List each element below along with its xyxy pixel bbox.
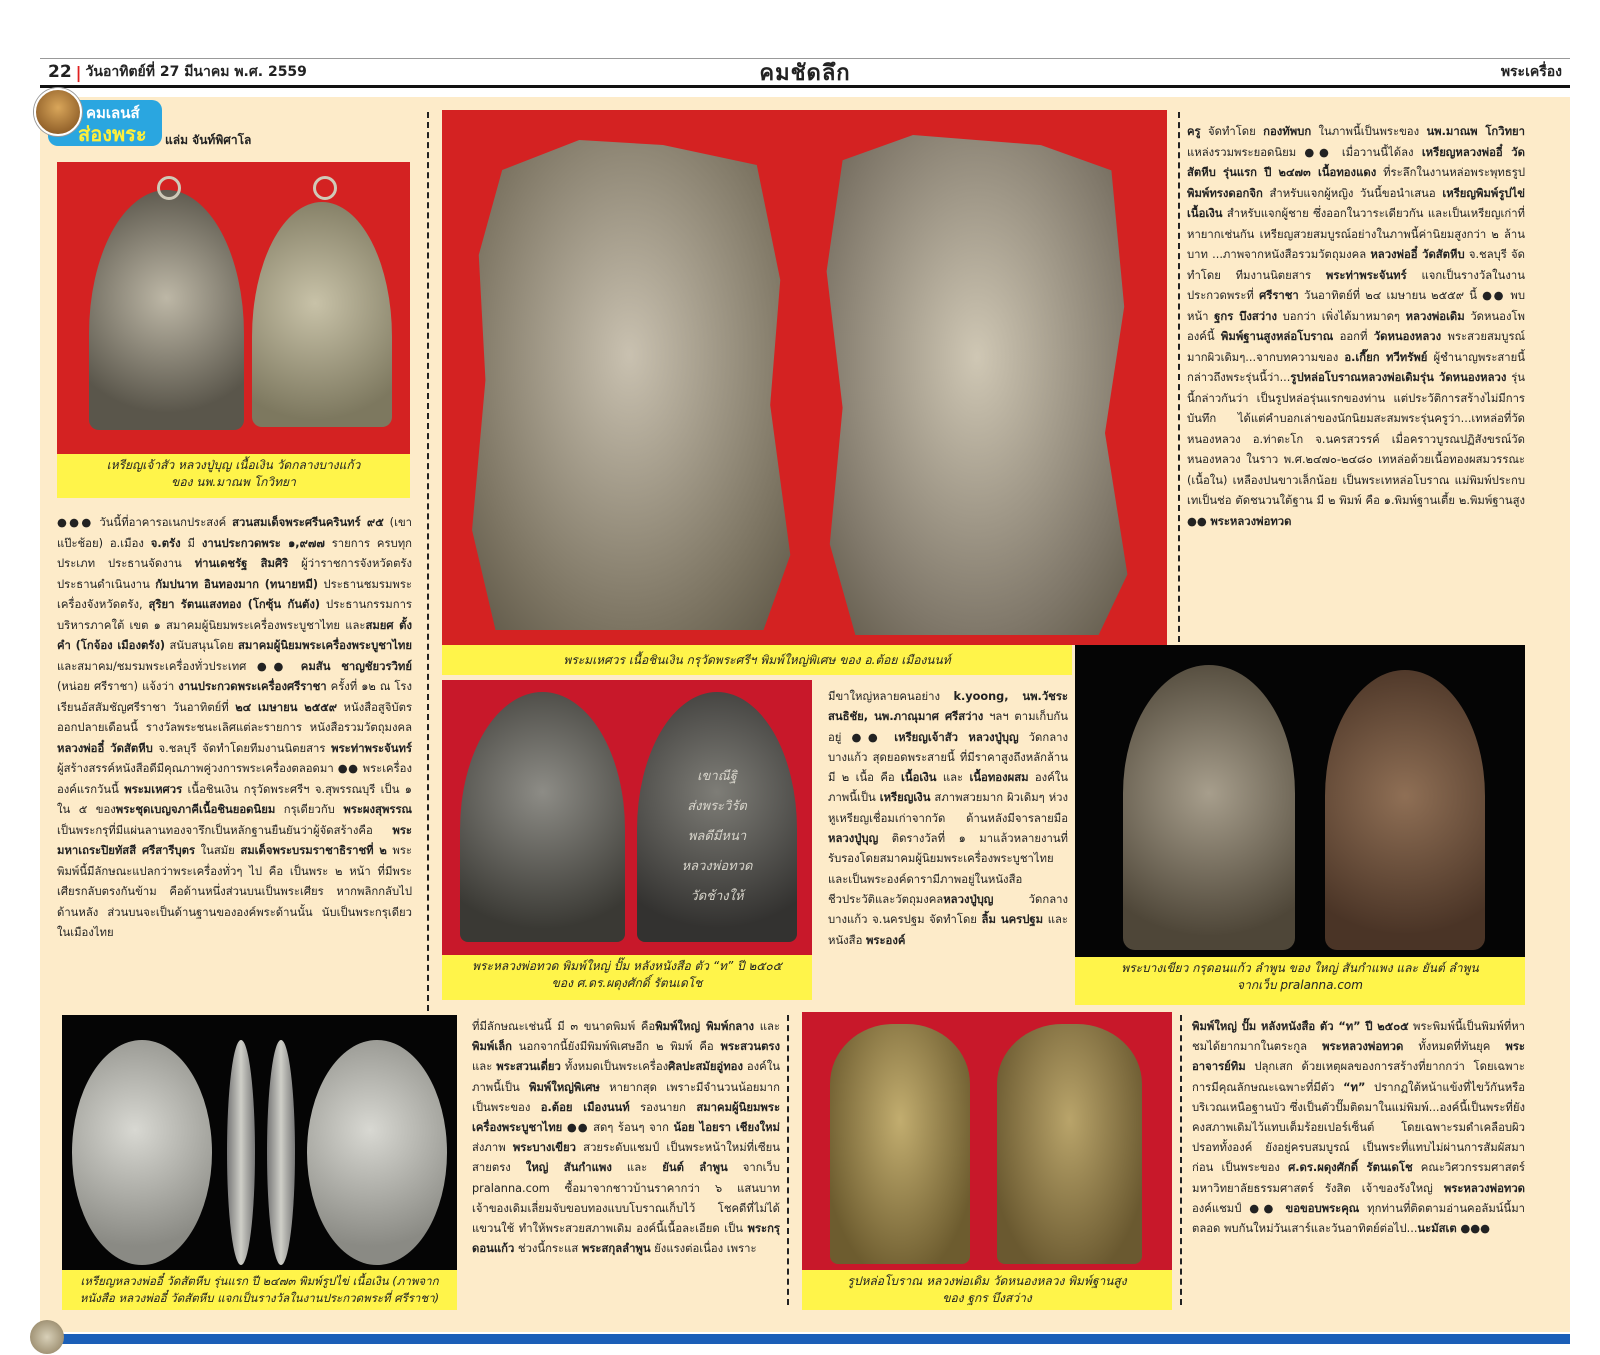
amulet-front-icon: [1123, 665, 1295, 950]
coin-back-icon: [252, 202, 392, 427]
logo-line2: ส่องพระ: [78, 122, 147, 146]
author-name: แล่ม จันท์พิศาโล: [165, 133, 252, 147]
newspaper-title: คมชัดลึก: [759, 60, 851, 86]
photo-jaosua-coin: [57, 162, 410, 454]
page-number: 22: [48, 62, 72, 82]
amulet-back-icon: [1325, 670, 1485, 950]
amulet-back-icon: [637, 692, 797, 942]
article-column-middle: มีขาใหญ่หลายคนอย่าง k.yoong, นพ.วัชระ สนธิชัย, นพ.ภาณุมาศ ศรีสว่าง ฯลฯ ตามเก็บกันอยู่ ●● เหรียญเจ้าสัว หลวงปู่บุญ วัดกลางบางแก้ว สุดยอดพระสายนี้ ที่มีราคาสูงถึงหลักล้าน มี ๒ เนื้อ คือ เนื้อเงิน และ เนื้อทองผสม องค์ในภาพนี้เป็น เหรียญเงิน สภาพสวยมาก ผิวเดิมๆ ห่วงหูเหรียญเชื่อมเก่าจากวัด ด้านหลังมีจารลายมือ หลวงปู่บุญ ติดรางวัลที่ ๑ มาแล้วหลายงานที่รับรองโดยสมาคมผู้นิยมพระเครื่องพระบูชาไทย และเป็นพระองค์ดารามีภาพอยู่ในหนังสือชีวประวัติและวัตถุมงคลหลวงปู่บุญ วัดกลางบางแก้ว จ.นครปฐม จัดทำโดย ลิ้ม นครปฐม และหนังสือ พระองค์: [828, 690, 1068, 947]
column-divider: [1178, 112, 1180, 642]
caption-photo6: [802, 1270, 1172, 1310]
coin-front-icon: [89, 190, 244, 430]
caption-line: ของ ศ.ดร.ผดุงศักดิ์ รัตนเดโช: [551, 976, 703, 990]
coin-back-icon: [307, 1040, 447, 1265]
caption-line: ของ นพ.มาณพ โกวิทยา: [171, 475, 296, 489]
coin-edge-icon: [267, 1040, 295, 1265]
issue-date: วันอาทิตย์ที่ 27 มีนาคม พ.ศ. 2559: [85, 64, 307, 80]
buddha-icon: [34, 88, 82, 136]
caption-line: จากเว็บ pralanna.com: [1237, 978, 1363, 992]
inscription-line: ส่งพระวิรัต: [687, 799, 747, 814]
page-header: [40, 58, 1570, 88]
photo-phra-bang-khiao: [1075, 645, 1525, 957]
article-column-right-top: ครู จัดทำโดย กองทัพบก ในภาพนี้เป็นพระของ นพ.มาณพ โกวิทยา แหล่งรวมพระยอดนิยม ●● เมื่อวานนี้ได้ลง เหรียญหลวงพ่ออี๋ วัดสัตหีบ รุ่นแรก ปี ๒๔๗๓ เนื้อทองแดง ที่ระลึกในงานหล่อพระพุทธรูป พิมพ์ทรงดอกจิก สำหรับแจกผู้หญิง วันนี้ขอนำเสนอ เหรียญพิมพ์รูปไข่ เนื้อเงิน สำหรับแจกผู้ชาย ซึ่งออกในวาระเดียวกัน และเป็นเหรียญเก่าที่หายากเช่นกัน เหรียญสวยสมบูรณ์อย่างในภาพนี้ค่านิยมสูงกว่า ๒ ล้านบาท ...ภาพจากหนังสือรวมวัตถุมงคล หลวงพ่ออี๋ วัดสัตหีบ จ.ชลบุรี จัดทำโดย ทีมงานนิตยสาร พระท่าพระจันทร์ แจกเป็นรางวัลในงานประกวดพระที่ ศรีราชา วันอาทิตย์ที่ ๒๔ เมษายน ๒๕๕๙ นี้ ●● พบหน้า ฐกร บึงสว่าง บอกว่า เพิ่งได้มาหมาดๆ หลวงพ่อเดิม วัดหนองโพ องค์นี้ พิมพ์ฐานสูงหล่อโบราณ ออกที่ วัดหนองหลวง พระสวยสมบูรณ์มากผิวเดิมๆ...จากบทความของ อ.เกี๊ยก ทวีทรัพย์ ผู้ชำนาญพระสายนี้ กล่าวถึงพระรุ่นนี้ว่า...รูปหล่อโบราณหลวงพ่อเดิมรุ่น วัดหนองหลวง รุ่นนี้กล่าวกันว่า เป็นรูปหล่อรุ่นแรกของท่าน แต่ประวัติการสร้างไม่มีการบันทึก ได้แต่คำบอกเล่าของนักนิยมสะสมพระรุ่นครูว่า...เทหล่อที่วัดหนองหลวง อ.ท่าตะโก จ.นครสวรรค์ เมื่อคราวบูรณปฏิสังขรณ์วัดหนองหลวง ในราว พ.ศ.๒๔๗๐-๒๔๘๐ เทหล่อด้วยเนื้อทองผสมวรรณะ (เนื้อใน) เหลืองปนขาวเล็กน้อย เป็นพระเทหล่อโบราณ แม่พิมพ์ประกบเทเป็นช่อ ตัดชนวนใต้ฐาน มี ๒ พิมพ์ คือ ๑.พิมพ์ฐานเตี้ย ๒.พิมพ์ฐานสูง ●● พระหลวงพ่อทวด: [1187, 125, 1526, 528]
loop-icon: [157, 176, 181, 200]
coin-edge-icon: [227, 1040, 255, 1265]
amulet-front-icon: [460, 692, 625, 942]
article-column-middle-bottom: ที่มีลักษณะเช่นนี้ มี ๓ ขนาดพิมพ์ คือพิมพ์ใหญ่ พิมพ์กลาง และ พิมพ์เล็ก นอกจากนี้ยังมีพิมพ์พิเศษอีก ๒ พิมพ์ คือ พระสวนตรง และ พระสวนเดี่ยว ทั้งหมดเป็นพระเครื่องศิลปะสมัยอู่ทอง องค์ในภาพนี้เป็น พิมพ์ใหญ่พิเศษ หายากสุด เพราะมีจำนวนน้อยมาก เป็นพระของ อ.ต้อย เมืองนนท์ รองนายก สมาคมผู้นิยมพระเครื่องพระบูชาไทย ●● สดๆ ร้อนๆ จาก น้อย ไอยรา เชียงใหม่ ส่งภาพ พระบางเขียว สวยระดับแชมป์ เป็นพระหน้าใหม่ที่เซียนสายตรง ใหญ่ สันกำแพง และ ยันต์ ลำพูน จากเว็บ pralanna.com ซื้อมาจากชาวบ้านราคากว่า ๖ แสนบาท เจ้าของเดิมเลี่ยมจับขอบทองแบบโบราณเก็บไว้ โชคดีที่ไม่ได้แขวนใช้ ทำให้พระสวยสภาพเดิม องค์นี้เนื้อละเอียด เป็น พระกรุดอนแก้ว ช่วงนี้กระแส พระสกุลลำพูน ยังแรงต่อเนื่อง เพราะ: [472, 1020, 781, 1256]
inscription-line: เขาณีฐิ: [697, 769, 737, 784]
photo-luangpho-derm-statue: [802, 1012, 1172, 1270]
article-column-right-bottom: พิมพ์ใหญ่ ปั๊ม หลังหนังสือ ตัว “ท” ปี ๒๕๐๕ พระพิมพ์นี้เป็นพิมพ์ที่หาชมได้ยากมากในตระกูล พระหลวงพ่อทวด ทั้งหมดที่ทันยุค พระอาจารย์ทิม ปลุกเสก ด้วยเหตุผลของการสร้างที่ยากกว่า โดยเฉพาะการมีคุณลักษณะเฉพาะที่มีตัว “ท” ปรากฏใต้หน้าแข้งที่ไขว้กันหรือบริเวณเหนือฐานบัว ซึ่งเป็นตัวปั๊มติดมาในแม่พิมพ์...องค์นี้เป็นพระที่ยังคงสภาพเดิมไว้แทบเต็มร้อยเปอร์เซ็นต์ โดยเฉพาะรมดำเคลือบผิวปรอททั้งองค์ ยังอยู่ครบสมบูรณ์ เป็นพระที่แทบไม่ผ่านการสัมผัสมาก่อน เป็นพระของ ศ.ดร.ผดุงศักดิ์ รัตนเดโช คณะวิศวกรรมศาสตร์ มหาวิทยาลัยธรรมศาสตร์ รังสิต เจ้าของรังใหญ่ พระหลวงพ่อทวด องค์แชมป์ ●● ขอขอบพระคุณ ทุกท่านที่ติดตามอ่านคอลัมน์นี้มาตลอด พบกันใหม่วันเสาร์และวันอาทิตย์ต่อไป...นะมัสเต ●●●: [1192, 1020, 1526, 1236]
column-logo: [34, 88, 174, 148]
caption-line: เหรียญเจ้าสัว หลวงปู่บุญ เนื้อเงิน วัดกลางบางแก้ว: [106, 458, 361, 472]
photo-luangpho-thuat: [442, 680, 812, 955]
amulet-back-icon: [817, 130, 1137, 635]
loop-icon: [313, 176, 337, 200]
column-divider: [1180, 1015, 1182, 1305]
article-column-1: ●●● วันนี้ที่อาคารอเนกประสงค์ สวนสมเด็จพระศรีนครินทร์ ๙๕ (เขาแป๊ะช้อย) อ.เมือง จ.ตรัง มี งานประกวดพระ ๑,๙๗๗ รายการ ครบทุกประเภท ประธานจัดงาน ท่านเดชรัฐ สิมศิริ ผู้ว่าราชการจังหวัดตรัง ประธานดำเนินงาน กัมปนาท อินทองมาก (ทนายหมี) ประธานชมรมพระเครื่องจังหวัดตรัง, สุริยา รัตนแสงทอง (โกซุ้น กันตัง) ประธานกรรมการบริหารภาคใต้ เขต ๑ สมาคมผู้นิยมพระเครื่องพระบูชาไทย และสมยศ ตั้งคำ (โกจ้อง เมืองตรัง) สนับสนุนโดย สมาคมผู้นิยมพระเครื่องพระบูชาไทย และสมาคม/ชมรมพระเครื่องทั่วประเทศ ●● คมสัน ชาญชัยวรวิทย์ (หน่อย ศรีราชา) แจ้งว่า งานประกวดพระเครื่องศรีราชา ครั้งที่ ๑๒ ณ โรงเรียนอัสสัมชัญศรีราชา วันอาทิตย์ที่ ๒๔ เมษายน ๒๕๕๙ หนังสือสูจิบัตรออกปลายเดือนนี้ รางวัลพระชนะเลิศแต่ละรายการ หนังสือรวมวัตถุมงคล หลวงพ่ออี๋ วัดสัตหีบ จ.ชลบุรี จัดทำโดยทีมงานนิตยสาร พระท่าพระจันทร์ ผู้สร้างสรรค์หนังสือดีมีคุณภาพคู่วงการพระเครื่องตลอดมา ●● พระเครื่ององค์แรกวันนี้ พระมเหศวร เนื้อชินเงิน กรุวัดพระศรีฯ จ.สุพรรณบุรี เป็น ๑ ใน ๕ ของพระชุดเบญจภาคีเนื้อชินยอดนิยม กรุเดียวกับ พระผงสุพรรณ เป็นพระกรุที่มีแผ่นลานทองจารึกเป็นหลักฐานยืนยันว่าผู้จัดสร้างคือ พระมหาเถระปิยทัสสี ศรีสารีบุตร ในสมัย สมเด็จพระบรมราชาธิราชที่ ๒ พระพิมพ์นี้มีลักษณะแปลกว่าพระเครื่องทั่วๆ ไป คือ เป็นพระ ๒ หน้า ที่มีพระเศียรกลับตรงกันข้าม คือด้านหนึ่งส่วนบนเป็นพระเศียร หากพลิกกลับไปด้านหลัง ส่วนบนจะเป็นด้านฐานขององค์พระด้านนั้น นับเป็นพระกรุเดียวในเมืองไทย: [57, 516, 413, 939]
statue-back-icon: [997, 1024, 1142, 1264]
caption-line: ของ ฐกร บึงสว่าง: [942, 1291, 1032, 1305]
caption-line: พระมเหศวร เนื้อชินเงิน กรุวัดพระศรีฯ พิมพ์ใหญ่พิเศษ ของ อ.ต้อย เมืองนนท์: [563, 653, 951, 667]
photo-phra-mahesuan: [442, 110, 1167, 645]
coin-front-icon: [72, 1040, 212, 1265]
logo-line1: คมเลนส์: [86, 104, 140, 122]
caption-photo3: [442, 955, 812, 1000]
caption-line: หนังสือ หลวงพ่ออี๋ วัดสัตหีบ แจกเป็นรางวัลในงานประกวดพระที่ ศรีราชา): [79, 1291, 440, 1305]
statue-front-icon: [830, 1024, 970, 1264]
inscription-line: พลดีมีหนา: [687, 829, 747, 844]
footer-bar: [40, 1334, 1570, 1344]
caption-line: พระหลวงพ่อทวด พิมพ์ใหญ่ ปั๊ม หลังหนังสือ ตัว “ท” ปี ๒๕๐๕: [472, 959, 782, 973]
header-divider: |: [75, 62, 82, 82]
caption-photo1: [57, 454, 410, 498]
column-divider: [787, 1015, 789, 1305]
caption-photo2: [442, 645, 1072, 675]
caption-line: พระบางเขียว กรุดอนแก้ว ลำพูน ของ ใหญ่ สันกำแพง และ ยันต์ ลำพูน: [1121, 961, 1479, 975]
caption-line: เหรียญหลวงพ่ออี๋ วัดสัตหีบ รุ่นแรก ปี ๒๔๗๓ พิมพ์รูปไข่ เนื้อเงิน (ภาพจาก: [80, 1274, 439, 1288]
photo-luangpho-ee-coin: [62, 1015, 457, 1270]
inscription-line: วัดช้างให้: [690, 889, 744, 904]
inscription-line: หลวงพ่อทวด: [681, 859, 753, 874]
amulet-front-icon: [462, 130, 797, 630]
caption-photo4: [1075, 957, 1525, 1005]
caption-line: รูปหล่อโบราณ หลวงพ่อเดิม วัดหนองหลวง พิมพ์ฐานสูง: [847, 1274, 1127, 1288]
caption-photo5: [62, 1270, 457, 1310]
section-name: พระเครื่อง: [1500, 64, 1562, 80]
footer-logo-icon: [30, 1320, 64, 1354]
